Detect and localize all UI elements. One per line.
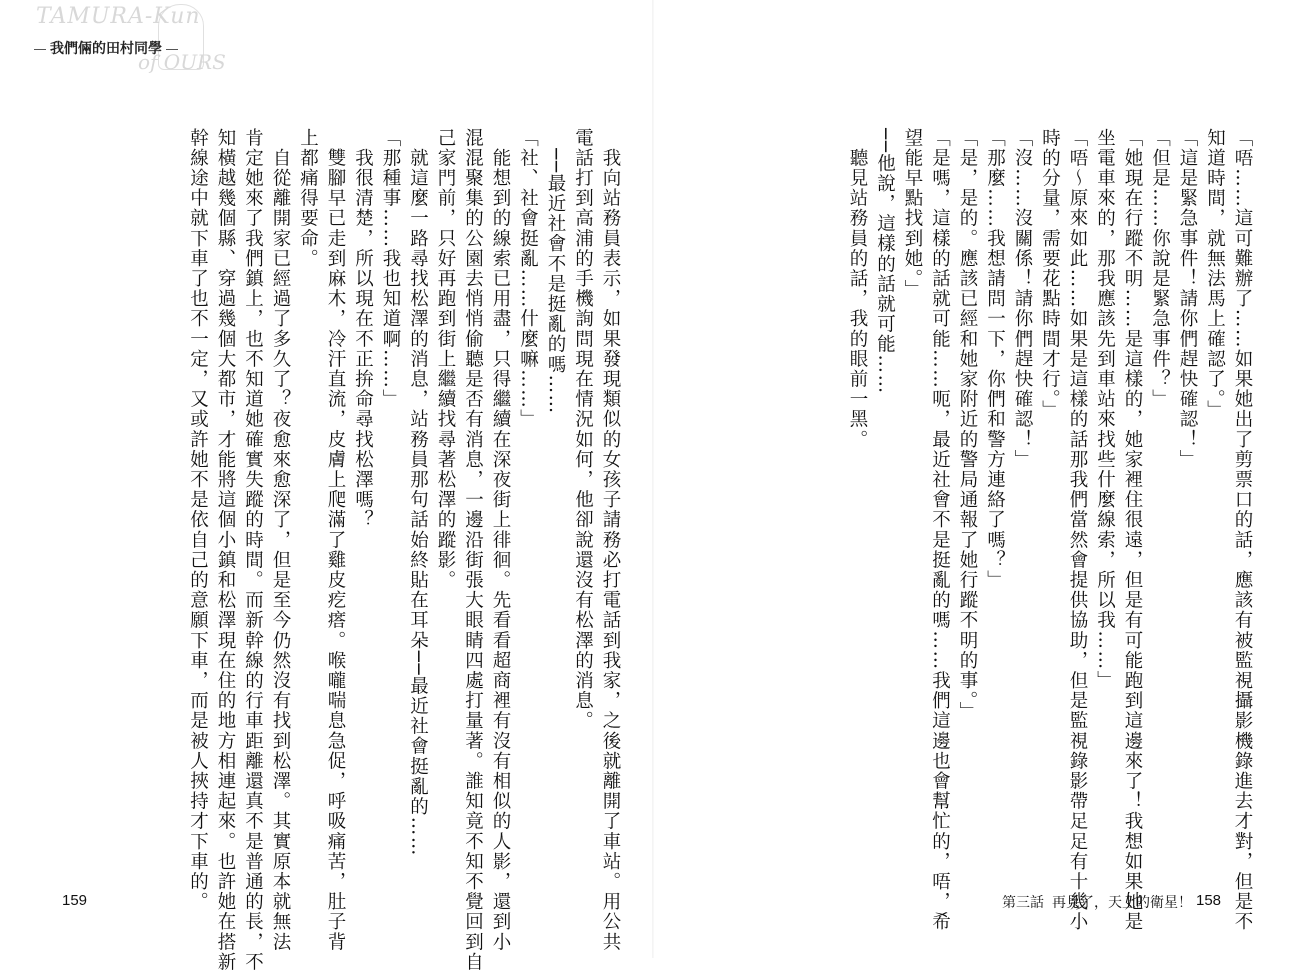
text-column: 「是嗎，這樣的話就可能……呃，最近社會不是挺亂的嗎……我們這邊也會幫忙的，唔，希 — [929, 128, 951, 932]
chapter-subtitle: 再見了，天上的衛星！ — [1052, 894, 1192, 910]
text-column: ──最近社會不是挺亂的嗎…… — [545, 128, 566, 415]
text-column: 「那種事……我也知道啊……」 — [380, 128, 401, 410]
text-column: ──他說，這樣的話就可能…… — [874, 128, 896, 395]
text-column: 知道時間，就無法馬上確認了。」 — [1204, 128, 1226, 421]
text-column: 幹線途中就下車了也不一定，又或許她不是依自己的意願下車，而是被人挾持才下車的。 — [187, 128, 209, 912]
text-column: 「但是……你說是緊急事件？」 — [1149, 128, 1171, 410]
text-column: 「那麼……我想請問一下，你們和警方連絡了嗎？」 — [984, 128, 1006, 591]
right-page-number: 158 — [1196, 892, 1222, 909]
text-column: 「這是緊急事件！請你們趕快確認！」 — [1177, 128, 1198, 470]
text-column: 望能早點找到她。」 — [902, 128, 923, 300]
text-column: 時的分量，需要花點時間才行。」 — [1039, 128, 1061, 421]
series-logo — [28, 4, 228, 76]
text-column: 上都痛得要命。 — [297, 128, 319, 269]
chapter-label: 第三話 — [1002, 894, 1044, 910]
left-page-number: 159 — [62, 892, 88, 909]
text-column: 坐電車來的，那我應該先到車站來找些什麼線索，所以我……」 — [1094, 128, 1116, 691]
text-column: 能想到的線索已用盡，只得繼續在深夜街上徘徊。先看看超商裡有沒有相似的人影，還到小 — [490, 128, 511, 953]
text-column: 我很清楚，所以現在不正拚命尋找松澤嗎？ — [352, 128, 374, 530]
text-column: 「沒……沒關係！請你們趕快確認！」 — [1012, 128, 1033, 470]
logo-watermark-top: TAMURA-Kun — [36, 4, 201, 29]
text-column: 己家門前，只好再跑到街上繼續找尋著松澤的蹤影。 — [435, 128, 456, 591]
text-column: 「社、社會挺亂……什麼嘛……」 — [517, 128, 539, 430]
text-column: 雙腳早已走到麻木，冷汗直流，皮膚上爬滿了雞皮疙瘩。喉嚨喘息急促，呼吸痛苦，肚子背 — [325, 128, 346, 953]
logo-title: 我們倆的田村同學 — [30, 38, 182, 58]
page-gutter — [652, 0, 654, 958]
text-column: 「唔……這可難辦了……如果她出了剪票口的話，應該有被監視攝影機錄進去才對，但是不 — [1232, 128, 1253, 932]
text-column: 我向站務員表示，如果發現類似的女孩子請務必打電話到我家，之後就離開了車站。用公共 — [600, 128, 621, 953]
text-column: 自從離開家已經過了多久了？夜愈來愈深了，但是至今仍然沒有找到松澤。其實原本就無法 — [270, 128, 291, 953]
text-column: 「她現在行蹤不明……是這樣的，她家裡住很遠，但是有可能跑到這邊來了！我想如果她是 — [1122, 128, 1143, 932]
text-column: 「唔～原來如此……如果是這樣的話那我們當然會提供協助，但是監視錄影帶足足有十幾小 — [1067, 128, 1088, 932]
text-column: 「是，是的。應該已經和她家附近的警局通報了她行蹤不明的事。」 — [957, 128, 978, 722]
text-column: 肯定她來了我們鎮上，也不知道她確實失蹤的時間。而新幹線的行車距離還真不是普通的長，不 — [242, 128, 264, 972]
text-column: 就這麼一路尋找松澤的消息，站務員那句話始終貼在耳朵──最近社會挺亂的…… — [407, 128, 429, 857]
text-column: 知橫越幾個縣、穿過幾個大都市，才能將這個小鎮和松澤現在住的地方相連起來。也許她在搭新 — [215, 128, 236, 972]
chapter-running-head — [1002, 892, 1192, 912]
text-column: 聽見站務員的話，我的眼前一黑。 — [847, 128, 868, 450]
logo-watermark-bottom: of OURS — [138, 50, 226, 74]
text-column: 混混聚集的公園去悄悄偷聽是否有消息，一邊沿街張大眼睛四處打量著。誰知竟不知不覺回到自 — [462, 128, 484, 972]
text-column: 電話打到高浦的手機詢問現在情況如何，他卻說還沒有松澤的消息。 — [572, 128, 594, 731]
